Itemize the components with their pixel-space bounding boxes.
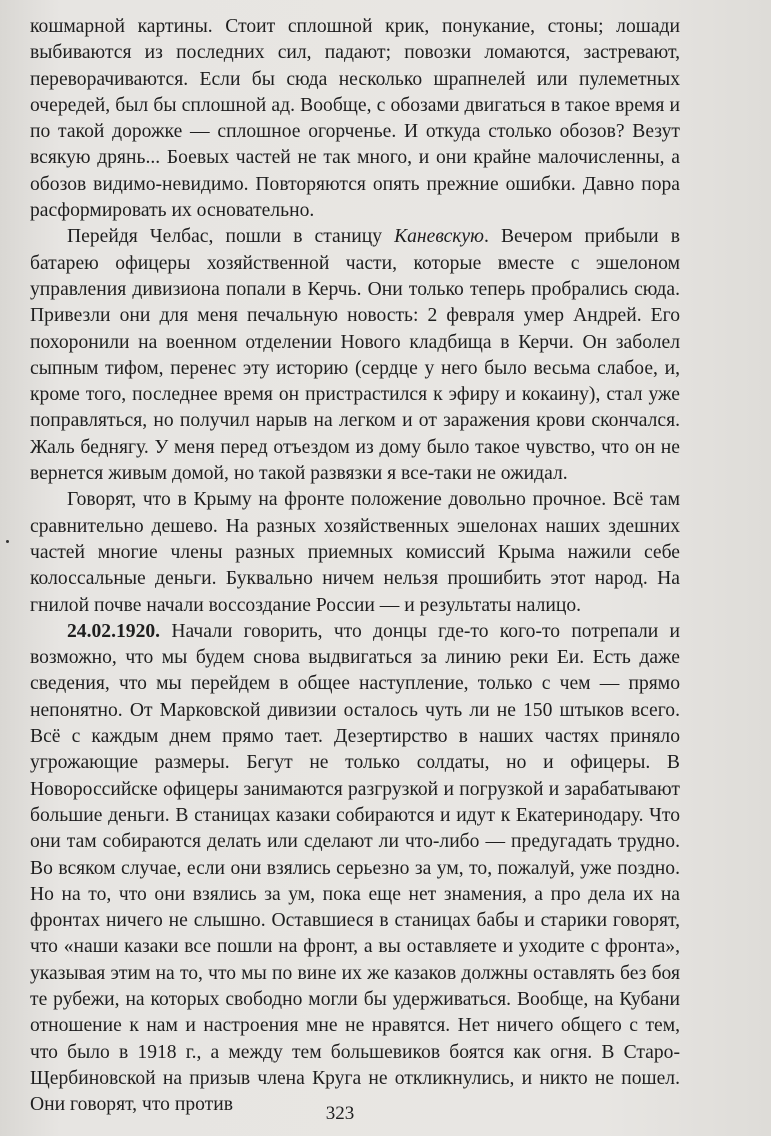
paragraph-2-lead: Перейдя Челбас, пошли в станицу (67, 226, 395, 248)
paragraph-1-text: кошмарной картины. Стоит сплошной крик, понукание, стоны; лошади выбиваются из последних сил, падают; повозки ломаются, застревают, переворачиваются. Если бы сюда несколько шрапнелей или пулеметных очередей, был бы сплошной ад. Вообще, с обозами двигаться в такое время и по такой дорожке — сплошное огорченье. И откуда столько обозов? Везут всякую дрянь... Боевых частей не так много, и они крайне малочисленны, а обозов видимо-невидимо. Повторяются опять прежние ошибки. Давно пора расформировать их основательно. (30, 16, 680, 222)
diary-date: 24.02.1920. (67, 620, 161, 642)
paragraph-3 (30, 487, 680, 618)
paragraph-2 (30, 224, 680, 487)
paragraph-2-text: . Вечером прибыли в батарею офицеры хозяйственной части, которые вместе с эшелоном управления дивизиона попали в Керчь. Они только теперь пробрались сюда. Привезли они для меня печальную новость: 2 февраля умер Андрей. Его похоронили на военном отделении Нового кладбища в Керчи. Он заболел сыпным тифом, перенес эту историю (сердце у него было весьма слабое, и, кроме того, последнее время он пристрастился к эфиру и кокаину), стал уже поправляться, но получил нарыв на легком и от заражения крови скончался. Жаль беднягу. У меня перед отъездом из дому было такое чувство, что он не вернется живым домой, но такой развязки я все-таки не ожидал. (30, 226, 680, 485)
paragraph-2-italic-place: Каневскую (394, 226, 484, 248)
paragraph-3-text: Говорят, что в Крыму на фронте положение довольно прочное. Всё там сравнительно дешево. На разных хозяйственных эшелонах наших здешних частей многие члены разных приемных комиссий Крыма нажили себе колоссальные деньги. Буквально ничем нельзя прошибить этот народ. На гнилой почве начали воссоздание России — и результаты налицо. (30, 489, 680, 616)
margin-speck (6, 540, 9, 543)
paragraph-1 (30, 14, 680, 224)
paragraph-4 (30, 619, 680, 1119)
page-number: 323 (325, 1103, 355, 1124)
paragraph-4-text: Начали говорить, что донцы где-то кого-то потрепали и возможно, что мы будем снова выдвигаться за линию реки Еи. Есть даже сведения, что мы перейдем в общее наступление, только с чем — прямо непонятно. От Марковской дивизии осталось чуть ли не 150 штыков всего. Всё с каждым днем прямо тает. Дезертирство в наших частях приняло угрожающие размеры. Бегут не только солдаты, но и офицеры. В Новороссийске офицеры занимаются разгрузкой и погрузкой и зарабатывают большие деньги. В станицах казаки собираются и идут к Екатеринодару. Что они там собираются делать или сделают ли что-либо — предугадать трудно. Во всяком случае, если они взялись серьезно за ум, то, пожалуй, уже поздно. Но на то, что они взялись за ум, пока еще нет знамения, а про дела их на фронтах ничего не слышно. Оставшиеся в станицах бабы и старики говорят, что «наши казаки все пошли на фронт, а вы оставляете и уходите с фронта», указывая этим на то, что мы по вине их же казаков должны оставлять без боя те рубежи, на которых свободно могли бы удерживаться. Вообще, на Кубани отношение к нам и настроения мне не нравятся. Нет ничего общего с тем, что было в 1918 г., а между тем большевиков боятся как огня. В Старо-Щербиновской на призыв члена Круга не откликнулись, и никто не пошел. Они говорят, что против (30, 620, 680, 1116)
book-page (30, 14, 680, 1118)
